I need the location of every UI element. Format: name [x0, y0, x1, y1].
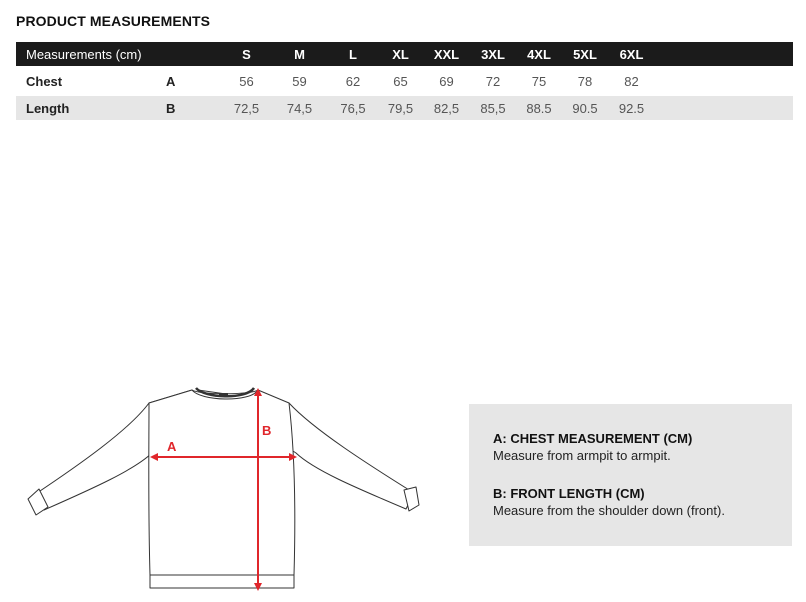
chest-info-heading: A: CHEST MEASUREMENT (CM) [493, 431, 693, 446]
table-header-row [16, 42, 793, 68]
row-letter: A [166, 68, 221, 95]
row-fill [656, 68, 793, 95]
measurement-info-panel [469, 404, 792, 546]
table-cell: 59 [272, 68, 327, 95]
table-cell: 92.5 [607, 95, 656, 121]
table-cell: 90.5 [563, 95, 607, 121]
table-cell: 82 [607, 68, 656, 95]
length-info [493, 486, 725, 519]
row-label: Length [16, 95, 166, 121]
table-cell: 62 [327, 68, 379, 95]
table-cell: 79,5 [379, 95, 422, 121]
table-cell: 82,5 [422, 95, 471, 121]
body-outline [149, 390, 295, 575]
size-header: 4XL [527, 46, 551, 62]
table-cell: 72,5 [221, 95, 272, 121]
size-header: M [294, 46, 305, 62]
row-letter: B [166, 95, 221, 121]
length-info-text: Measure from the shoulder down (front). [493, 503, 725, 518]
row-fill [656, 95, 793, 121]
size-header: L [349, 46, 357, 62]
table-cell: 74,5 [272, 95, 327, 121]
table-cell: 75 [515, 68, 563, 95]
length-info-heading: B: FRONT LENGTH (CM) [493, 486, 645, 501]
size-table [16, 42, 793, 120]
table-cell: 88.5 [515, 95, 563, 121]
header-spacer [166, 42, 221, 68]
size-header: XXL [433, 46, 460, 62]
table-cell: 78 [563, 68, 607, 95]
table-cell: 69 [422, 68, 471, 95]
marker-a: A [167, 439, 177, 454]
table-cell: 85,5 [471, 95, 515, 121]
size-header: 6XL [619, 46, 644, 62]
page-title: PRODUCT MEASUREMENTS [16, 13, 211, 29]
size-header: S [242, 46, 251, 62]
sweater-diagram [24, 385, 424, 595]
size-header: 3XL [481, 46, 505, 62]
table-cell: 76,5 [327, 95, 379, 121]
table-cell: 65 [379, 68, 422, 95]
table-row [16, 68, 793, 95]
row-label: Chest [16, 68, 166, 95]
chest-info [493, 431, 692, 464]
table-row [16, 95, 793, 121]
sweater-illustration [24, 385, 424, 595]
size-header: XL [392, 46, 409, 62]
header-label: Measurements (cm) [26, 46, 142, 62]
table-cell: 72 [471, 68, 515, 95]
neck-label [219, 393, 228, 397]
table-cell: 56 [221, 68, 272, 95]
header-fill [656, 42, 793, 68]
hem-band [150, 575, 294, 588]
size-header: 5XL [573, 46, 597, 62]
marker-b: B [262, 423, 272, 438]
chest-info-text: Measure from armpit to armpit. [493, 448, 671, 463]
